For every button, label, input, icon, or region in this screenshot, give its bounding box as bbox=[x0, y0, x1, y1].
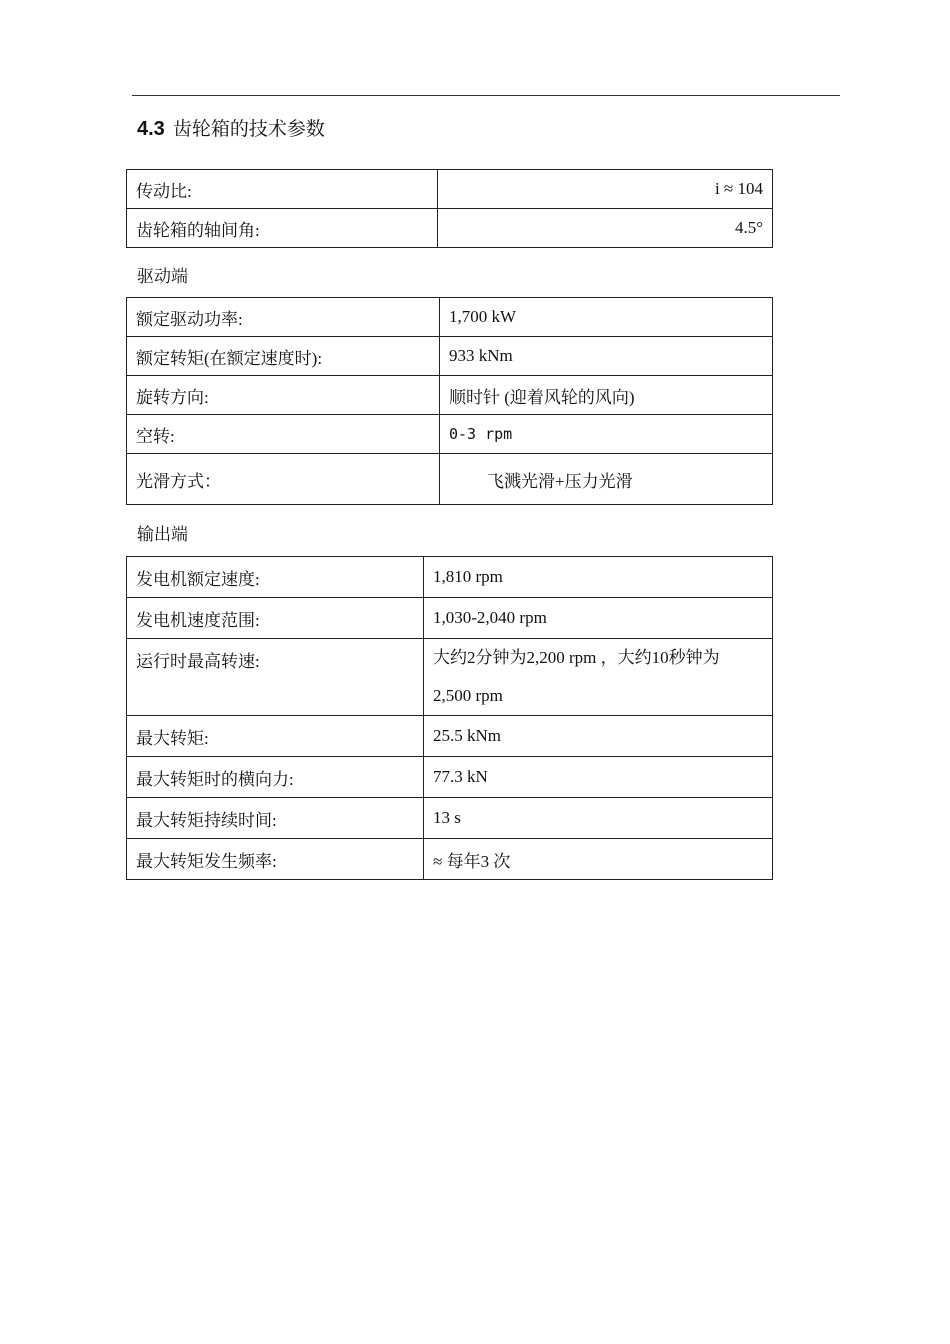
param-value: 13 s bbox=[424, 798, 773, 839]
table-row bbox=[127, 639, 773, 716]
drive-end-caption: 驱动端 bbox=[137, 267, 188, 286]
table-row bbox=[127, 557, 773, 598]
param-label: 发电机速度范围: bbox=[127, 598, 424, 639]
param-label: 最大转矩发生频率: bbox=[127, 839, 424, 880]
param-label: 旋转方向: bbox=[127, 376, 440, 415]
param-value-line: 大约2分钟为2,200 rpm ，大约10秒钟为 bbox=[433, 648, 720, 667]
param-label: 最大转矩持续时间: bbox=[127, 798, 424, 839]
param-label: 空转: bbox=[127, 415, 440, 454]
param-value: 1,700 kW bbox=[440, 298, 773, 337]
param-value: 25.5 kNm bbox=[424, 716, 773, 757]
param-value: 933 kNm bbox=[440, 337, 773, 376]
param-value: 飞溅光滑+压力光滑 bbox=[440, 454, 773, 505]
output-end-table bbox=[126, 556, 773, 880]
param-value: 0-3 rpm bbox=[440, 415, 773, 454]
table-row bbox=[127, 209, 773, 248]
param-value: ≈ 每年3 次 bbox=[424, 839, 773, 880]
general-params-table bbox=[126, 169, 773, 248]
param-label: 齿轮箱的轴间角: bbox=[127, 209, 438, 248]
output-end-caption: 输出端 bbox=[137, 525, 188, 544]
table-row bbox=[127, 376, 773, 415]
table-row bbox=[127, 170, 773, 209]
param-value: 1,810 rpm bbox=[424, 557, 773, 598]
param-label: 最大转矩时的横向力: bbox=[127, 757, 424, 798]
table-row bbox=[127, 454, 773, 505]
param-label: 传动比: bbox=[127, 170, 438, 209]
param-value: i ≈ 104 bbox=[438, 170, 773, 209]
param-label: 最大转矩: bbox=[127, 716, 424, 757]
param-label: 额定转矩(在额定速度时): bbox=[127, 337, 440, 376]
param-value: 1,030-2,040 rpm bbox=[424, 598, 773, 639]
header-rule bbox=[132, 95, 840, 96]
section-title: 齿轮箱的技术参数 bbox=[172, 118, 325, 140]
param-value-line: 2,500 rpm bbox=[433, 686, 503, 705]
table-row bbox=[127, 598, 773, 639]
section-number: 4.3 bbox=[137, 118, 165, 140]
param-value: 77.3 kN bbox=[424, 757, 773, 798]
param-label: 运行时最高转速: bbox=[127, 639, 424, 716]
table-row bbox=[127, 298, 773, 337]
table-row bbox=[127, 757, 773, 798]
param-label: 额定驱动功率: bbox=[127, 298, 440, 337]
table-row bbox=[127, 798, 773, 839]
param-label: 光滑方式： bbox=[127, 454, 440, 505]
table-row bbox=[127, 415, 773, 454]
param-value: 4.5° bbox=[438, 209, 773, 248]
section-heading bbox=[137, 114, 325, 141]
table-row bbox=[127, 337, 773, 376]
table-row bbox=[127, 716, 773, 757]
drive-end-table bbox=[126, 297, 773, 505]
param-label: 发电机额定速度: bbox=[127, 557, 424, 598]
table-row bbox=[127, 839, 773, 880]
param-value: 顺时针 (迎着风轮的风向) bbox=[440, 376, 773, 415]
param-value bbox=[424, 639, 773, 716]
